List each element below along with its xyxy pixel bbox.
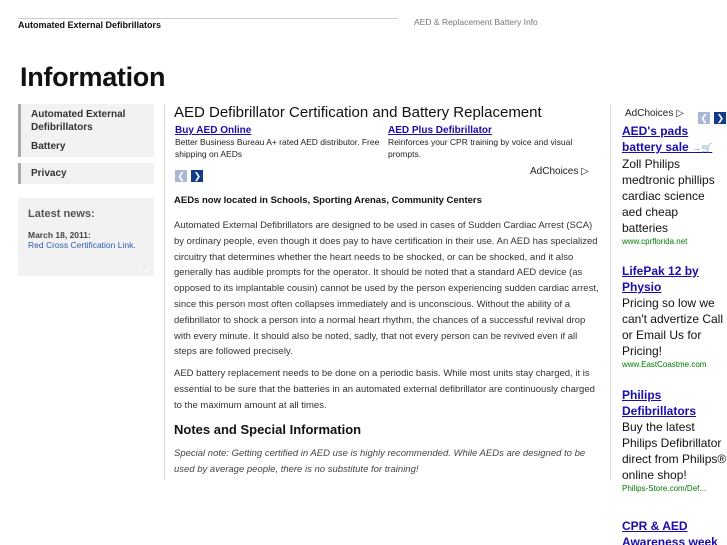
news-dot: . [143,260,146,269]
sidebar-item-privacy[interactable]: Privacy [18,163,154,184]
ad-description: Better Business Bureau A+ rated AED distributor. Free shipping on AEDs [175,137,380,159]
cart-icon: →🛒 [692,143,713,153]
ad-pager [175,166,203,184]
right-ad-3[interactable] [622,387,727,495]
ad-title[interactable]: AED Plus Defibrillator [388,125,492,136]
sidebar-item-aed[interactable]: Automated External Defibrillators [18,104,154,138]
site-title[interactable]: Automated External Defibrillators [18,18,398,30]
notes-heading: Notes and Special Information [174,422,362,437]
right-ad-url[interactable]: Philips-Store.com/Def... [622,484,707,493]
page-heading: Information [20,62,166,92]
ad-unit-2[interactable] [388,125,603,160]
ad-description: Reinforces your CPR training by voice and visual prompts. [388,137,573,159]
right-ad-4[interactable] [622,518,727,545]
latest-news-title: Latest news: [28,208,95,220]
adchoices-link-right[interactable]: AdChoices ▷ [625,108,684,119]
right-ad-1[interactable] [622,123,727,248]
right-divider [610,104,611,480]
main-divider [164,104,165,480]
main-title: AED Defibrillator Certification and Battery Replacement [174,104,542,121]
paragraph-intro: Automated External Defibrillators are designed to be used in cases of Sudden Cardiac Arrest (SCA) by ordinary people, even though it does pay to have certification in their use. An AED has specialized circuitry that determines whether the heart needs to be shocked, or can be shocked, and it also generally has audible prompts for the operator. It should be noted that a standard AED device (as opposed to its implantable cousin) cannot be used by the person experiencing sudden cardiac arrest, since this person most often collapses immediately and is unconscious. Without the ability of a defibrillator to shock a person into a normal heart rhythm, the chances of a successful revival drop with every minute. It should also be noted, sadly, that not every person can be revived even if all steps are followed precisely. [174,220,599,358]
right-ad-url[interactable]: www.EastCoastme.com [622,360,707,369]
latest-news-box [18,198,154,276]
right-ad-title[interactable]: Philips Defibrillators [622,388,697,418]
right-ad-text: Buy the latest Philips Defibrillator direct from Philips® online shop! [622,420,727,482]
adchoices-link[interactable]: AdChoices ▷ [530,166,589,177]
right-ad-text: Zoll Philips medtronic phillips cardiac science aed cheap batteries [622,157,715,235]
paragraph-battery: AED battery replacement needs to be done on a periodic basis. While most units stay charged, it is essential to be sure that the batteries in an automated external defibrillator are continuously charged to the maximum amount at all times. [174,368,595,411]
right-ad-2[interactable] [622,263,727,371]
prev-arrow-icon[interactable]: ❮ [698,112,710,124]
right-ad-title[interactable]: CPR & AED Awareness week [622,519,718,545]
right-ad-url[interactable]: www.cprflorida.net [622,237,688,246]
next-arrow-icon[interactable]: ❯ [714,112,726,124]
special-note: Special note: Getting certified in AED use is highly recommended. While AEDs are designed to be used by average people, there is no substitute for training! [174,448,586,475]
right-ad-title[interactable]: LifePak 12 by Physio [622,264,699,294]
ad-unit-1[interactable] [175,125,385,160]
section-subheading: AEDs now located in Schools, Sporting Arenas, Community Centers [174,195,482,206]
right-ad-title[interactable]: AED's pads battery sale →🛒 [622,124,713,154]
right-ad-text: Pricing so low we can't advertize Call or Email Us for Pricing! [622,296,724,358]
news-link[interactable]: Red Cross Certification Link. [28,240,136,250]
news-date: March 18, 2011: [28,230,91,240]
prev-arrow-icon[interactable]: ❮ [175,170,187,182]
site-tagline: AED & Replacement Battery Info [414,17,538,27]
ad-title[interactable]: Buy AED Online [175,125,252,136]
sidebar-item-battery[interactable]: Battery [18,138,154,157]
next-arrow-icon[interactable]: ❯ [191,170,203,182]
sidebar-nav [18,104,154,190]
